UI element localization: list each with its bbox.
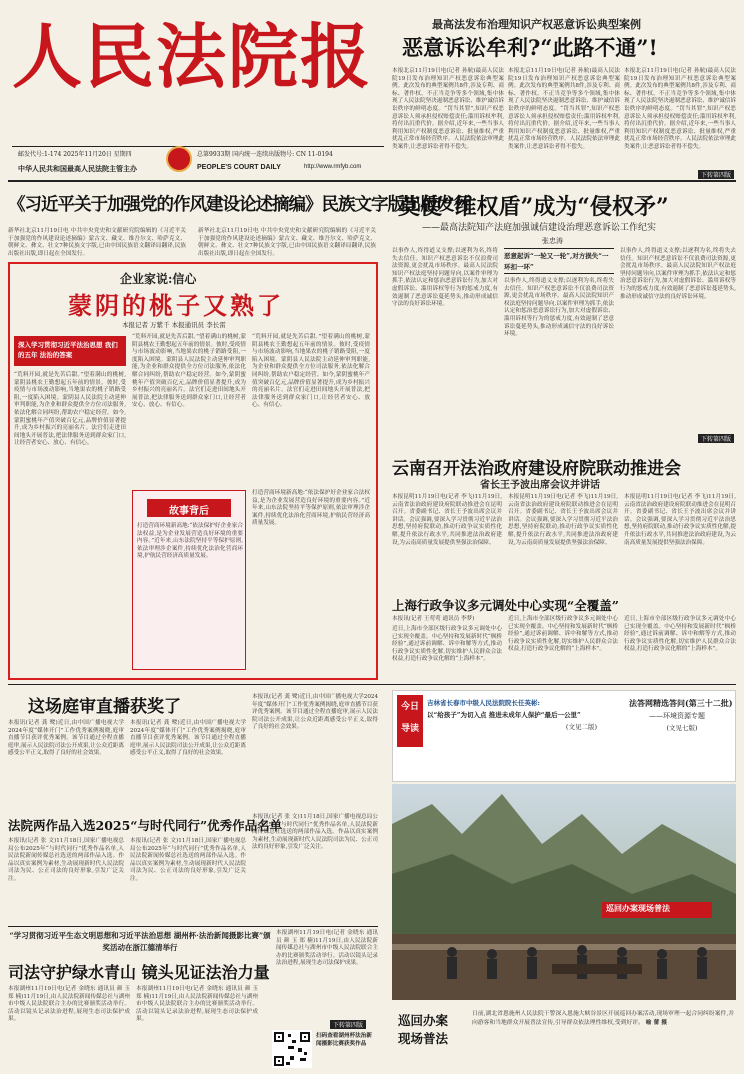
guide-bar xyxy=(392,690,736,782)
feature-sub-box xyxy=(132,490,246,670)
guide-label-2: 导读 xyxy=(400,724,419,734)
green-body-3: 本报湖州11月19日电(记者 金晓东 通讯员 颜 玉 郑 楠)11月19日,由人民法院新闻传媒总社与湖州市中级人民法院联合主办的比赛颁奖活动举行。活动以镜头记录法治进程,展现生态司法保护成果。 xyxy=(276,930,378,967)
book-headline: 《习近平关于加强党的作风建设论述摘编》民族文字版出版发行 xyxy=(8,195,470,215)
feature-sub-label: 故事背后 xyxy=(169,506,209,517)
court-emblem-icon xyxy=(166,146,192,172)
kirin-body-3: 以事作人,终得道义支撑;以逐利为名,终将失去信任。知识产权恶意诉讼不仅浪费司法资源,更会扰乱市场秩序。最高人民法院知识产权法庭坚持问题导向,以案件审理为抓手,依法认定和惩治恶意诉讼行为,加大对虚假诉讼、滥用诉权等行为的惩戒力度,有效遏制了恶意诉讼蔓延势头,推动形成诚信守法的良好诉讼环境。 xyxy=(620,248,736,300)
guide-item-2[interactable] xyxy=(629,697,735,747)
qr-code-icon[interactable] xyxy=(272,1030,312,1068)
photo-headline: 巡回办案 现场普法 xyxy=(398,1013,449,1046)
kirin-article xyxy=(392,186,736,446)
feature-kicker: 企业家说:信心 xyxy=(120,272,197,286)
kirin-body: 以事作人,终得道义支撑;以逐利为名,终将失去信任。知识产权恶意诉讼不仅浪费司法资源,更会扰乱市场秩序。最高人民法院知识产权法庭坚持问题导向,以案件审理为抓手,依法认定和惩治恶意诉讼行为,加大对虚假诉讼、滥用诉权等行为的惩戒力度,有效遏制了恶意诉讼蔓延势头,推动形成诚信守法的良好诉讼环境。 xyxy=(392,248,498,308)
masthead-english: PEOPLE'S COURT DAILY xyxy=(197,164,281,171)
photo-banner-text: 巡回办案现场普法 xyxy=(606,903,670,913)
top-article-body-2: 本报北京11月19日电(记者 孙航)最高人民法院19日发布治理知识产权恶意诉讼典型案例。此次发布的典型案例共8件,涉及专利、商标、著作权、不正当竞争等多个领域,集中体现了人民法院坚决遏制恶意诉讼、维护诚信诉讼秩序的鲜明态度。“罚当其罪”,知识产权恶意诉讼人须承担侵权赔偿责任;滥用诉权牟利,将付出沉重代价。据介绍,近年来,一些当事人利用知识产权制度恶意诉讼、批量维权,严重扰乱正常市场经营秩序。人民法院依法审理此类案件,让恶意诉讼者得不偿失。 xyxy=(508,68,620,150)
green-more[interactable]: 下转第四版 xyxy=(330,1020,366,1029)
green-article xyxy=(8,930,392,1070)
masthead-info-left: 邮发代号:1-174 2025年11月20日 星期四 xyxy=(18,151,132,158)
feature-headline: 蒙阴的桃子又熟了 xyxy=(68,291,284,320)
guide-item-1[interactable] xyxy=(427,697,617,747)
photo-caption xyxy=(472,1010,734,1066)
feature-box xyxy=(8,262,378,680)
feature-body-2: “荒料开园,就是先苦后甜。”望着满山的桃树,蒙阴县桃农王勤想起五年前的情景。彼时,受疫情与市场波动影响,当地果农的桃子销路受阻,一度陷入困境。蒙阴县人民法院主动延伸审判职能,为企业和群众提供全方位司法服务,依法化解合同纠纷,帮助农户稳定经营。如今,蒙阴蜜桃年产值突破百亿元,品牌价值显著提升,成为乡村振兴的亮丽名片。法官们走进田间地头开展普法,把法律服务送到群众家门口,让经营者安心、放心、有信心。 xyxy=(132,334,246,409)
guide-label-1: 今日 xyxy=(400,702,419,712)
green-headline: 司法守护绿水青山 镜头见证法治力量 xyxy=(8,963,270,982)
masthead-rule xyxy=(12,146,384,147)
yunnan-body-3: 本报昆明11月19日电(记者 李飞)11月19日,云南省法治政府建设府院联动推进会在昆明召开。省委副书记、省长王予波出席会议并讲话。会议强调,要深入学习贯彻习近平法治思想,坚持府院联动,推动行政争议实质性化解,提升依法行政水平,共同推进法治政府建设,为云南高质量发展提供坚强法治保障。 xyxy=(624,494,736,546)
kirin-headline: 莫使“维权盾”成为“侵权矛” xyxy=(398,194,669,220)
guide-item-2-page: (文见七版) xyxy=(666,724,698,732)
guide-item-1-title: 以“给孩子”为切入点 推进未成年人保护“最后一公里” xyxy=(427,711,581,719)
green-body: 本报湖州11月19日电(记者 金晓东 通讯员 颜 玉 郑 楠)11月19日,由人民法院新闻传媒总社与湖州市中级人民法院联合主办的比赛颁奖活动举行。活动以镜头记录法治进程,展现生态司法保护成果。 xyxy=(8,986,130,1023)
livestream-body-3: 本报讯(记者 龚 鹭)近日,由中国广播电视大学2024年度“媒体开门”工作优秀案例揭晓,庭审直播节目获评优秀案例。该节目通过全程直播庭审,展示人民法院司法公开成果,让公众近距离感受公平正义,取得了良好的社会效果。 xyxy=(252,694,378,731)
livestream-body-2: 本报讯(记者 龚 鹭)近日,由中国广播电视大学2024年度“媒体开门”工作优秀案例揭晓,庭审直播节目获评优秀案例。该节目通过全程直播庭审,展示人民法院司法公开成果,让公众近距离感受公平正义,取得了良好的社会效果。 xyxy=(130,720,246,757)
top-article-kicker: 最高法发布治理知识产权恶意诉讼典型案例 xyxy=(432,18,641,31)
book-article xyxy=(8,186,470,260)
top-article-more[interactable]: 下转第四版 xyxy=(698,170,734,179)
divider-3 xyxy=(8,926,378,927)
feature-sub-header xyxy=(147,499,231,517)
shanghai-body-3: 近日,上海市全部区级行政争议多元调处中心已实现全覆盖。中心坚持和发展新时代“枫桥经验”,通过诉前调解、诉中和解等方式,推动行政争议实质性化解,切实维护人民群众合法权益,打造行政争议化解的“上海样本”。 xyxy=(624,616,736,653)
shanghai-headline: 上海行政争议多元调处中心实现“全覆盖” xyxy=(392,598,619,613)
kirin-sub: ——最高法院知产法庭加强诚信建设治理恶意诉讼工作纪实 xyxy=(422,223,657,233)
yunnan-body-2: 本报昆明11月19日电(记者 李飞)11月19日,云南省法治政府建设府院联动推进会在昆明召开。省委副书记、省长王予波出席会议并讲话。会议强调,要深入学习贯彻习近平法治思想,坚持府院联动,推动行政争议实质性化解,提升依法行政水平,共同推进法治政府建设,为云南高质量发展提供坚强法治保障。 xyxy=(508,494,618,546)
guide-item-2-sub: ——环境资源专题 xyxy=(649,712,705,720)
feature-byline: 本报记者 万紫千 本报通讯员 李长雷 xyxy=(122,321,226,329)
green-kicker: “学习贯彻习近平生态文明思想和习近平法治思想 湖州杯·法治新闻摄影比赛”颁奖活动在浙江德清举行 xyxy=(9,931,271,952)
feature-sidebar: 打造营商环境新高地:“依法保护好企业家合法权益,是为企业发展营造良好环境的重要内容。”近年来,山东法院坚持平等保护原则,依法审理涉企案件,持续优化法治化营商环境,护航民营经济高质量发展。 xyxy=(137,523,243,560)
yunnan-headline: 云南召开法治政府建设府院联动推进会 xyxy=(392,459,681,479)
livestream-headline: 这场庭审直播获奖了 xyxy=(28,697,181,717)
kirin-box xyxy=(504,248,614,274)
photo-credit: 喻 蕾 摄 xyxy=(645,1019,668,1026)
photo-image xyxy=(392,784,736,1000)
feature-body-4: 打造营商环境新高地:“依法保护好企业家合法权益,是为企业发展营造良好环境的重要内容。”近年来,山东法院坚持平等保护原则,依法审理涉企案件,持续优化法治化营商环境,护航民营经济高质量发展。 xyxy=(252,490,370,527)
green-body-2: 本报湖州11月19日电(记者 金晓东 通讯员 颜 玉 郑 楠)11月19日,由人民法院新闻传媒总社与湖州市中级人民法院联合主办的比赛颁奖活动举行。活动以镜头记录法治进程,展现生态司法保护成果。 xyxy=(136,986,258,1023)
shanghai-article xyxy=(392,596,736,682)
yunnan-sub: 省长王予波出席会议并讲话 xyxy=(480,480,600,491)
shanghai-body: 近日,上海市全部区级行政争议多元调处中心已实现全覆盖。中心坚持和发展新时代“枫桥经验”,通过诉前调解、诉中和解等方式,推动行政争议实质性化解,切实维护人民群众合法权益,打造行政争议化解的“上海样本”。 xyxy=(392,626,502,663)
films-body-3: 本报讯(记者 张 文)11月18日,国家广播电视总局公布2025年“与时代同行”优秀作品名单,人民法院新闻传媒总社选送的两部作品入选。作品以真实案例为素材,生动展现新时代人民法院司法为民、公正司法的良好形象,引发广泛关注。 xyxy=(252,814,378,851)
photo xyxy=(392,784,736,1000)
kirin-byline: 张忠涛 xyxy=(542,237,563,245)
guide-label xyxy=(397,695,423,747)
top-article-headline: 恶意诉讼牟利?“此路不通”! xyxy=(402,35,658,60)
guide-item-1-org: 吉林省长春市中级人民法院院长任英彬: xyxy=(427,699,540,707)
livestream-body: 本报讯(记者 龚 鹭)近日,由中国广播电视大学2024年度“媒体开门”工作优秀案例揭晓,庭审直播节目获评优秀案例。该节目通过全程直播庭审,展示人民法院司法公开成果,让公众近距离感受公平正义,取得了良好的社会效果。 xyxy=(8,720,124,757)
kirin-more[interactable]: 下转第四版 xyxy=(698,434,734,443)
guide-item-2-title: 法答网精选答问(第三十二批) xyxy=(629,698,733,708)
films-article xyxy=(8,814,378,922)
kirin-body-2: 以事作人,终得道义支撑;以逐利为名,终将失去信任。知识产权恶意诉讼不仅浪费司法资源,更会扰乱市场秩序。最高人民法院知识产权法庭坚持问题导向,以案件审理为抓手,依法认定和惩治恶意诉讼行为,加大对虚假诉讼、滥用诉权等行为的惩戒力度,有效遏制了恶意诉讼蔓延势头,推动形成诚信守法的良好诉讼环境。 xyxy=(504,278,614,338)
masthead-slogan: 中华人民共和国最高人民法院主管主办 xyxy=(18,164,137,173)
top-article-body: 本报北京11月19日电(记者 孙航)最高人民法院19日发布治理知识产权恶意诉讼典型案例。此次发布的典型案例共8件,涉及专利、商标、著作权、不正当竞争等多个领域,集中体现了人民法院坚决遏制恶意诉讼、维护诚信诉讼秩序的鲜明态度。“罚当其罪”,知识产权恶意诉讼人须承担侵权赔偿责任;滥用诉权牟利,将付出沉重代价。据介绍,近年来,一些当事人利用知识产权制度恶意诉讼、批量维权,严重扰乱正常市场经营秩序。人民法院依法审理此类案件,让恶意诉讼者得不偿失。 xyxy=(392,68,504,150)
feature-label xyxy=(14,336,126,366)
divider xyxy=(8,180,736,182)
feature-body-3: “荒料开园,就是先苦后甜。”望着满山的桃树,蒙阴县桃农王勤想起五年前的情景。彼时,受疫情与市场波动影响,当地果农的桃子销路受阻,一度陷入困境。蒙阴县人民法院主动延伸审判职能,为企业和群众提供全方位司法服务,依法化解合同纠纷,帮助农户稳定经营。如今,蒙阴蜜桃年产值突破百亿元,品牌价值显著提升,成为乡村振兴的亮丽名片。法官们走进田间地头开展普法,把法律服务送到群众家门口,让经营者安心、放心、有信心。 xyxy=(252,334,370,409)
masthead-title: 人民法院报 xyxy=(12,15,372,98)
photo-caption-block xyxy=(392,1004,736,1070)
shanghai-body-2: 近日,上海市全部区级行政争议多元调处中心已实现全覆盖。中心坚持和发展新时代“枫桥经验”,通过诉前调解、诉中和解等方式,推动行政争议实质性化解,切实维护人民群众合法权益,打造行政争议化解的“上海样本”。 xyxy=(508,616,618,653)
masthead-info-mid: 总第9933期 国内统一连续出版物号: CN 11-0194 xyxy=(197,151,333,158)
shanghai-byline: 本报讯(记者 王莺莺 通讯员 李梦) xyxy=(392,616,475,622)
films-headline: 法院两作品入选2025“与时代同行”优秀作品名单 xyxy=(8,818,283,833)
films-body: 本报讯(记者 张 文)11月18日,国家广播电视总局公布2025年“与时代同行”优秀作品名单,人民法院新闻传媒总社选送的两部作品入选。作品以真实案例为素材,生动展现新时代人民法院司法为民、公正司法的良好形象,引发广泛关注。 xyxy=(8,838,124,882)
feature-label-text: 深入学习贯彻习近平法治思想 我们的五年 法治的答案 xyxy=(18,341,118,359)
feature-body: “荒料开园,就是先苦后甜。”望着满山的桃树,蒙阴县桃农王勤想起五年前的情景。彼时,受疫情与市场波动影响,当地果农的桃子销路受阻,一度陷入困境。蒙阴县人民法院主动延伸审判职能,为企业和群众提供全方位司法服务,依法化解合同纠纷,帮助农户稳定经营。如今,蒙阴蜜桃年产值突破百亿元,品牌价值显著提升,成为乡村振兴的亮丽名片。法官们走进田间地头开展普法,把法律服务送到群众家门口,让经营者安心、放心、有信心。 xyxy=(14,372,126,447)
films-body-2: 本报讯(记者 张 文)11月18日,国家广播电视总局公布2025年“与时代同行”优秀作品名单,人民法院新闻传媒总社选送的两部作品入选。作品以真实案例为素材,生动展现新时代人民法院司法为民、公正司法的良好形象,引发广泛关注。 xyxy=(130,838,246,882)
photo-caption-text: 日前,湖北省恩施州人民法院干警深入恩施大峡谷景区开展巡回办案活动,现场审理一起合同纠纷案件,并向游客和当地群众开展普法宣传,引导群众依法理性维权,受到好评。 xyxy=(472,1011,734,1026)
livestream-article xyxy=(8,690,378,810)
masthead-url[interactable]: http://www.rmfyb.com xyxy=(304,164,362,170)
divider-2 xyxy=(8,684,736,685)
guide-item-1-page: (文见二版) xyxy=(565,723,597,731)
masthead xyxy=(12,8,392,208)
top-article-body-3: 本报北京11月19日电(记者 孙航)最高人民法院19日发布治理知识产权恶意诉讼典型案例。此次发布的典型案例共8件,涉及专利、商标、著作权、不正当竞争等多个领域,集中体现了人民法院坚决遏制恶意诉讼、维护诚信诉讼秩序的鲜明态度。“罚当其罪”,知识产权恶意诉讼人须承担侵权赔偿责任;滥用诉权牟利,将付出沉重代价。据介绍,近年来,一些当事人利用知识产权制度恶意诉讼、批量维权,严重扰乱正常市场经营秩序。人民法院依法审理此类案件,让恶意诉讼者得不偿失。 xyxy=(624,68,736,150)
top-article xyxy=(392,10,736,180)
qr-caption: 扫码查看湖州杯法治新闻摄影比赛获奖作品 xyxy=(316,1033,372,1047)
book-body-2: 新华社北京11月19日电 中共中央党史和文献研究院编辑的《习近平关于加强党的作风建设论述摘编》蒙古文、藏文、维吾尔文、哈萨克文、朝鲜文、彝文、壮文7种民族文字版,已由中国民族语文翻译局翻译,民族出版社出版,即日起在全国发行。 xyxy=(198,228,376,257)
book-body: 新华社北京11月19日电 中共中央党史和文献研究院编辑的《习近平关于加强党的作风建设论述摘编》蒙古文、藏文、维吾尔文、哈萨克文、朝鲜文、彝文、壮文7种民族文字版,已由中国民族语文翻译局翻译,民族出版社出版,即日起在全国发行。 xyxy=(8,228,186,257)
yunnan-article xyxy=(392,452,736,582)
kirin-box-text: 恶意起诉“一轮又一轮”,对方损失“一环扣一环” xyxy=(504,252,609,271)
yunnan-body: 本报昆明11月19日电(记者 李飞)11月19日,云南省法治政府建设府院联动推进会在昆明召开。省委副书记、省长王予波出席会议并讲话。会议强调,要深入学习贯彻习近平法治思想,坚持府院联动,推动行政争议实质性化解,提升依法行政水平,共同推进法治政府建设,为云南高质量发展提供坚强法治保障。 xyxy=(392,494,502,546)
